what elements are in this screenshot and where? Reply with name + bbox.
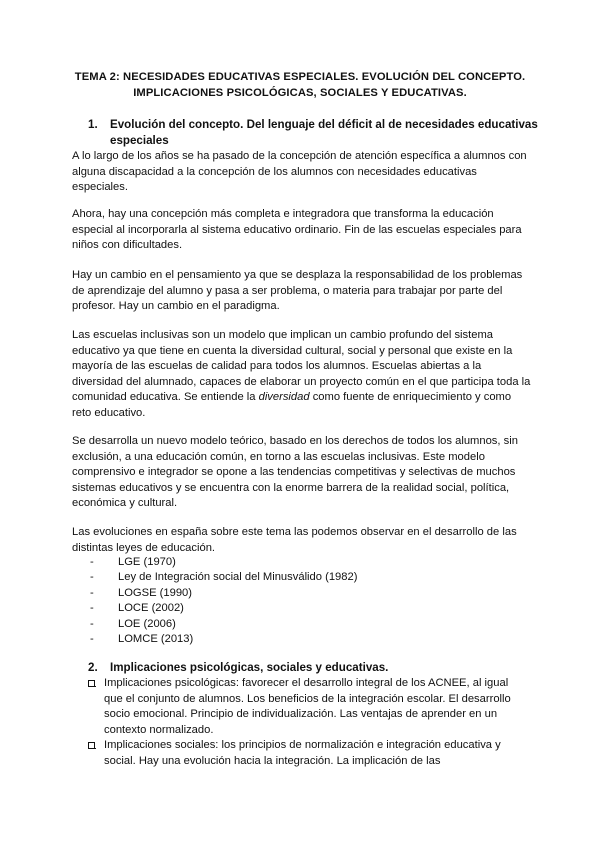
list-item [90, 617, 510, 632]
title-line-1: TEMA 2: NECESIDADES EDUCATIVAS ESPECIALES. EVOLUCIÓN DEL CONCEPTO. [74, 71, 526, 83]
inclusive-text-after: como fuente de enriquecimiento y como reto educativo. [72, 391, 512, 419]
section-1-title: Evolución del concepto. Del lenguaje del déficit al de necesidades educativas especiales [110, 118, 538, 147]
dash-marker: - [90, 556, 94, 568]
document-title [60, 69, 540, 101]
dash-marker: - [90, 602, 94, 615]
list-item [90, 632, 510, 647]
implications-list [88, 676, 528, 770]
law-label: LGE (1970) [118, 556, 176, 568]
paragraph-4: Se desarrolla un nuevo modelo teórico, basado en los derechos de todos los alumnos, sin exclusión, a una educación común, en torno a las escuelas inclusivas. Este modelo comprensivo e integrador se opone a las tendencias competitivas y selectivas de muchos sistemas educativos y se encuentra con la enorme barrera de la realidad social, política, económica y cultural. [72, 435, 518, 510]
law-label: LOGSE (1990) [118, 586, 192, 599]
list-item [90, 586, 510, 601]
implication-text: Implicaciones sociales: los principios de normalización e integración educativa y social. Hay una evolución hacia la integración. La implicación de las [104, 739, 501, 767]
section-2-title: Implicaciones psicológicas, sociales y educativas. [110, 661, 389, 674]
dash-marker: - [90, 571, 94, 584]
paragraph-1: A lo largo de los años se ha pasado de la concepción de atención específica a alumnos con alguna discapacidad a la concepción de los alumnos con necesidades educativas especiales. [72, 150, 527, 194]
section-2-number: 2. [88, 661, 98, 674]
checkbox-bullet-icon [88, 680, 95, 687]
checkbox-bullet-icon [88, 742, 95, 749]
section-1-number: 1. [88, 118, 98, 131]
dash-marker: - [90, 633, 94, 646]
list-item [90, 570, 510, 585]
paragraph-5: Las evoluciones en españa sobre este tema las podemos observar en el desarrollo de las distintas leyes de educación. [72, 526, 517, 554]
law-label: Ley de Integración social del Minusválido (1982) [118, 571, 358, 584]
inclusive-text-before: Las escuelas inclusivas son un modelo que implican un cambio profundo del sistema educativo ya que tiene en cuenta la diversidad cultural, social y personal que existe en la mayoría de las escuelas de calidad para todos los alumnos. Escuelas abiertas a la diversidad del alumnado, capaces de elaborar un proyecto común en el que participa toda la comunidad educativa. Se entiende la [72, 329, 531, 404]
list-item [88, 676, 528, 738]
paragraph-3: Hay un cambio en el pensamiento ya que se desplaza la responsabilidad de los problemas de aprendizaje del alumno y pasa a ser problema, o materia para trabajar por parte del profesor. Hay un cambio en el paradigma. [72, 269, 523, 313]
paragraph-inclusive-schools [72, 328, 532, 422]
section-1-heading [88, 117, 548, 149]
implication-text: Implicaciones psicológicas: favorecer el desarrollo integral de los ACNEE, al igual que el conjunto de alumnos. Los beneficios de la integración escolar. El desarrollo socio emocional. Principio de individualización. Las ventajas de aprender en un contexto normalizado. [104, 677, 511, 736]
law-label: LOMCE (2013) [118, 633, 194, 646]
section-2-heading [88, 660, 548, 676]
title-line-2: IMPLICACIONES PSICOLÓGICAS, SOCIALES Y EDUCATIVAS. [133, 87, 467, 99]
inclusive-emphasis: diversidad [258, 391, 310, 404]
dash-marker: - [90, 617, 94, 630]
list-item [90, 555, 510, 570]
paragraph-2: Ahora, hay una concepción más completa e integradora que transforma la educación especial al incorporarla al sistema educativo ordinario. Fin de las escuelas especiales para niños con dificultades. [72, 208, 522, 252]
law-label: LOCE (2002) [118, 602, 184, 615]
law-label: LOE (2006) [118, 617, 176, 630]
laws-list [90, 555, 510, 647]
dash-marker: - [90, 586, 94, 599]
list-item [88, 738, 528, 769]
list-item [90, 601, 510, 616]
